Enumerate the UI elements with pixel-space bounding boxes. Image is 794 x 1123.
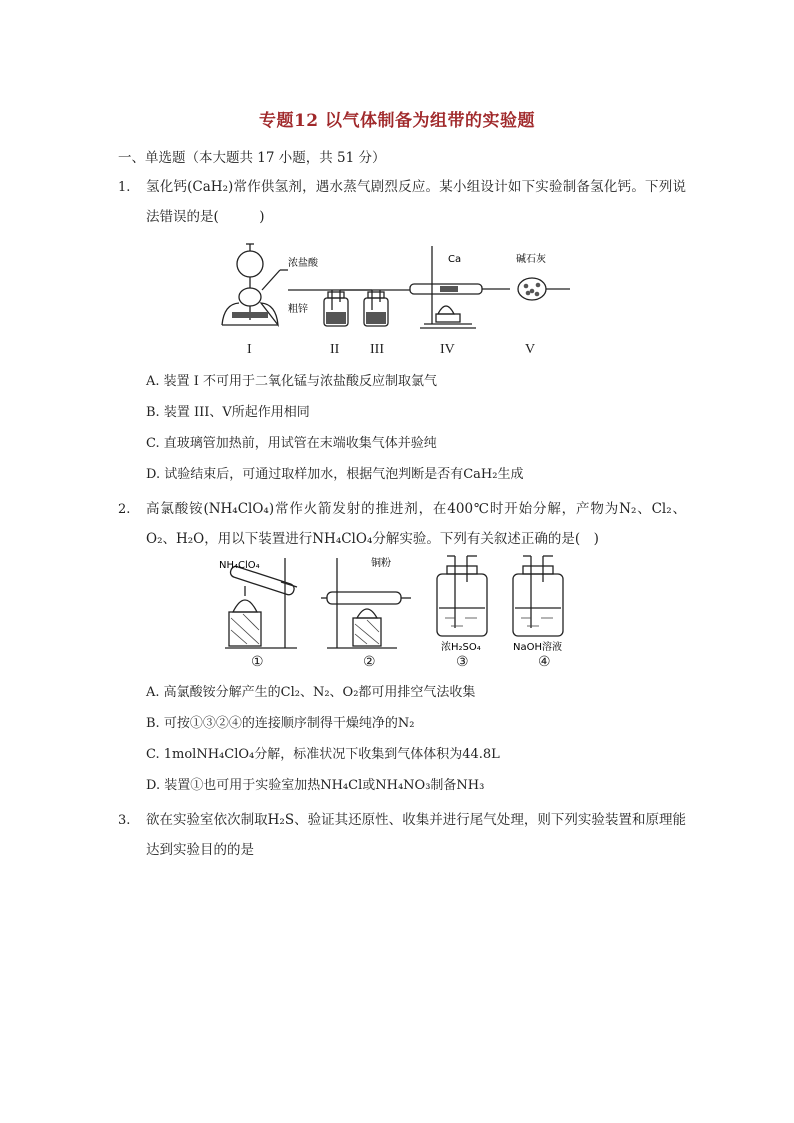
question-2-text: 高氯酸铵(NH₄ClO₄)常作火箭发射的推进剂，在400℃时开始分解，产物为N₂、Cl₂、O₂、H₂O，用以下装置进行NH₄ClO₄分解实验。下列有关叙述正确的是( ) (146, 501, 686, 547)
question-2-option-d: D. 装置①也可用于实验室加热NH₄Cl或NH₄NO₃制备NH₃ (146, 778, 485, 793)
label-soda-lime: 碱石灰 (516, 254, 546, 265)
label-crude-zinc: 粗锌 (288, 304, 308, 315)
question-3-number: 3. (118, 813, 131, 828)
unit-label-2: ② (363, 655, 376, 670)
question-1-option-c: C. 直玻璃管加热前，用试管在末端收集气体并验纯 (146, 436, 437, 451)
question-1-number: 1. (118, 180, 131, 195)
unit-label-4: ④ (538, 655, 551, 670)
question-2-option-a: A. 高氯酸铵分解产生的Cl₂、N₂、O₂都可用排空气法收集 (146, 685, 476, 700)
question-1-text: 氢化钙(CaH₂)常作供氢剂，遇水蒸气剧烈反应。某小组设计如下实验制备氢化钙。下列说法错误的是( ) (146, 179, 686, 225)
section-heading: 一、单选题（本大题共 17 小题，共 51 分） (118, 150, 386, 166)
unit-label-i: I (247, 342, 252, 357)
question-3-text: 欲在实验室依次制取H₂S、验证其还原性、收集并进行尾气处理，则下列实验装置和原理能达到实验目的的是 (146, 812, 686, 858)
question-2-apparatus-figure (215, 552, 575, 652)
label-naoh-solution: NaOH溶液 (513, 642, 562, 652)
label-nh4clo4: NH₄ClO₄ (219, 560, 260, 571)
question-1-option-d: D. 试验结束后，可通过取样加水，根据气泡判断是否有CaH₂生成 (146, 467, 524, 482)
unit-label-1: ① (251, 655, 264, 670)
question-2-option-b: B. 可按①③②④的连接顺序制得干燥纯净的N₂ (146, 716, 415, 731)
unit-label-iii: III (370, 342, 384, 357)
label-conc-h2so4: 浓H₂SO₄ (441, 642, 481, 652)
page-title: 专题12 以气体制备为组带的实验题 (258, 111, 536, 131)
label-copper-powder: 铜粉 (371, 558, 391, 569)
label-conc-hcl: 浓盐酸 (288, 258, 318, 269)
label-calcium: Ca (448, 254, 462, 265)
unit-label-ii: II (330, 342, 340, 357)
unit-label-v: V (525, 342, 536, 357)
question-2-option-c: C. 1molNH₄ClO₄分解，标准状况下收集到气体体积为44.8L (146, 747, 500, 762)
unit-label-iv: IV (440, 342, 455, 357)
question-1-apparatus-figure (210, 240, 580, 335)
unit-label-3: ③ (456, 655, 469, 670)
question-2-number: 2. (118, 502, 131, 517)
question-1-option-b: B. 装置 III、V所起作用相同 (146, 405, 310, 420)
question-1-option-a: A. 装置 I 不可用于二氧化锰与浓盐酸反应制取氯气 (146, 374, 438, 389)
